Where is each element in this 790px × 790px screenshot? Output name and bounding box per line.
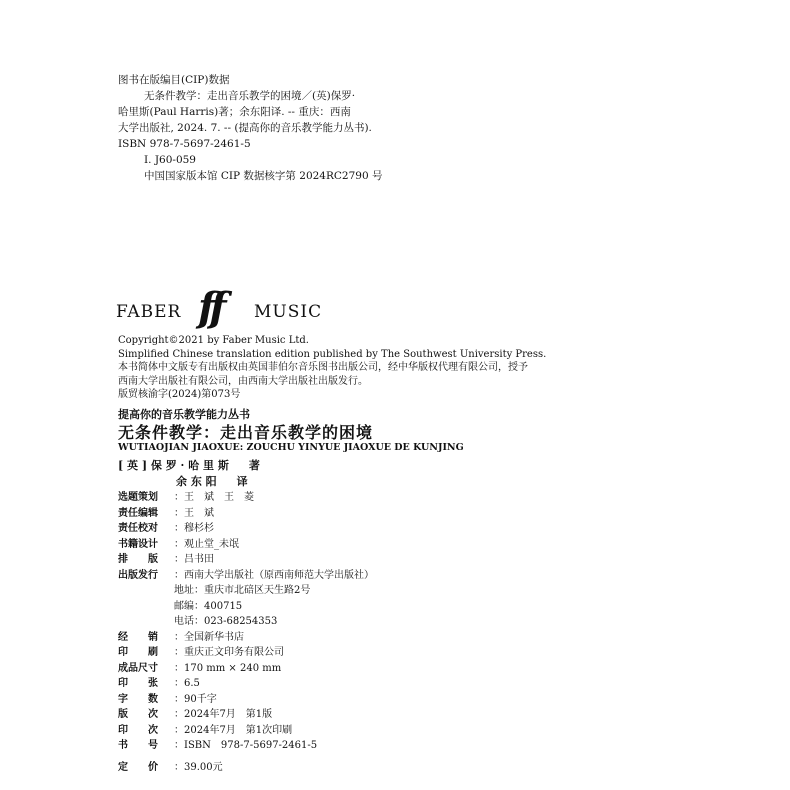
- credit-value: 王 斌 王 菱: [184, 492, 254, 503]
- spec-value: 重庆正文印务有限公司: [184, 647, 284, 658]
- translator-row: [118, 474, 262, 490]
- spec-label: 印 刷: [118, 647, 158, 658]
- credit-row: 出版发行 ：西南大学出版社（原西南师范大学出版社）: [118, 568, 374, 584]
- spec-label: 版 次: [118, 709, 158, 720]
- cip-isbn: ISBN 978-7-5697-2461-5: [118, 138, 251, 150]
- price-label: 定 价: [118, 761, 158, 773]
- logo-ff-mark: ff: [198, 284, 221, 331]
- credits-block: [118, 490, 374, 775]
- copyright-block: [118, 334, 546, 402]
- book-title: 无条件教学：走出音乐教学的困境: [118, 423, 374, 442]
- authors-block: [118, 458, 262, 490]
- copyright-line: 本书简体中文版专有出版权由英国菲伯尔音乐图书出版公司，经中华版权代理有限公司，授予: [118, 362, 528, 373]
- copyright-line: 版贸核渝字(2024)第073号: [118, 389, 241, 400]
- cip-line: 无条件教学：走出音乐教学的困境／(英)保罗·: [144, 90, 356, 102]
- author-role: 著: [248, 459, 262, 472]
- spec-row: 字 数 ：90千字: [118, 692, 374, 708]
- spec-value: 170 mm × 240 mm: [184, 662, 282, 674]
- spec-label: 经 销: [118, 631, 158, 643]
- spec-label: 书 号: [118, 740, 158, 751]
- credit-row: 书籍设计 ：观止堂_未氓: [118, 537, 374, 553]
- spec-value: ISBN 978-7-5697-2461-5: [184, 740, 318, 751]
- series-name: 提高你的音乐教学能力丛书: [118, 408, 250, 421]
- copyright-line: 西南大学出版社有限公司，由西南大学出版社出版发行。: [118, 375, 368, 387]
- spec-row: 经 销 ：全国新华书店: [118, 630, 374, 646]
- publisher-postcode: 邮编：400715: [174, 600, 243, 612]
- credit-value: 吕书田: [184, 554, 214, 565]
- translator-name: 余 东 阳: [176, 475, 217, 488]
- credit-value: 西南大学出版社（原西南师范大学出版社）: [184, 569, 374, 581]
- faber-music-logo: [116, 284, 356, 331]
- cip-heading: 图书在版编目(CIP)数据: [118, 74, 230, 86]
- spec-row: 书 号 ：ISBN 978-7-5697-2461-5: [118, 738, 374, 754]
- logo-faber-word: FABER: [116, 302, 182, 322]
- spec-row: 成品尺寸 ：170 mm × 240 mm: [118, 661, 374, 677]
- cip-line: 哈里斯(Paul Harris)著；余东阳译. -- 重庆：西南: [118, 106, 351, 118]
- spec-row: 版 次 ：2024年7月 第1版: [118, 707, 374, 723]
- credit-value: 王 斌: [184, 507, 214, 519]
- credit-label: 书籍设计: [118, 538, 158, 550]
- credit-label: 选题策划: [118, 492, 158, 503]
- spec-label: 印 张: [118, 678, 158, 689]
- credit-value: 观止堂_未氓: [184, 538, 239, 550]
- price-value: 39.00元: [184, 761, 223, 773]
- credit-row: 责任编辑 ：王 斌: [118, 506, 374, 522]
- copyright-line: Copyright©2021 by Faber Music Ltd.: [118, 335, 309, 346]
- cip-line: 大学出版社, 2024. 7. -- (提高你的音乐教学能力丛书).: [118, 122, 372, 134]
- credit-label: 出版发行: [118, 569, 158, 581]
- publisher-phone: 电话：023-68254353: [174, 616, 278, 627]
- spec-value: 2024年7月 第1版: [184, 709, 273, 720]
- cip-verification: 中国国家版本馆 CIP 数据核字第 2024RC2790 号: [144, 170, 383, 182]
- credit-label: 排 版: [118, 554, 158, 565]
- author-name: [ 英 ] 保 罗 · 哈 里 斯: [118, 459, 229, 472]
- price-row: 定 价 ：39.00元: [118, 760, 374, 776]
- translator-role: 译: [236, 475, 250, 488]
- spec-row: 印 张 ：6.5: [118, 676, 374, 692]
- spec-label: 成品尺寸: [118, 662, 158, 674]
- credit-value: 穆杉杉: [184, 523, 214, 534]
- spec-value: 6.5: [184, 678, 200, 689]
- credit-label: 责任校对: [118, 523, 158, 534]
- spec-value: 90千字: [184, 693, 217, 705]
- cip-block: [118, 72, 382, 184]
- credit-row: 选题策划 ：王 斌 王 菱: [118, 490, 374, 506]
- spec-label: 印 次: [118, 724, 158, 736]
- spec-row: 印 次 ：2024年7月 第1次印刷: [118, 723, 374, 739]
- logo-music-word: MUSIC: [254, 302, 323, 322]
- spec-label: 字 数: [118, 693, 158, 705]
- spec-value: 2024年7月 第1次印刷: [184, 724, 293, 736]
- cip-class-number: Ⅰ. J60-059: [144, 154, 196, 166]
- credit-row: 责任校对 ：穆杉杉: [118, 521, 374, 537]
- spec-row: 印 刷 ：重庆正文印务有限公司: [118, 645, 374, 661]
- copyright-line: Simplified Chinese translation edition published by The Southwest University Press.: [118, 348, 547, 360]
- spec-value: 全国新华书店: [184, 631, 244, 643]
- author-row: [118, 458, 262, 474]
- credit-row: 排 版 ：吕书田: [118, 552, 374, 568]
- publisher-address: 地址：重庆市北碚区天生路2号: [174, 585, 311, 596]
- credit-label: 责任编辑: [118, 507, 158, 519]
- book-title-pinyin: WUTIAOJIAN JIAOXUE: ZOUCHU YINYUE JIAOXUE DE KUNJING: [118, 442, 464, 453]
